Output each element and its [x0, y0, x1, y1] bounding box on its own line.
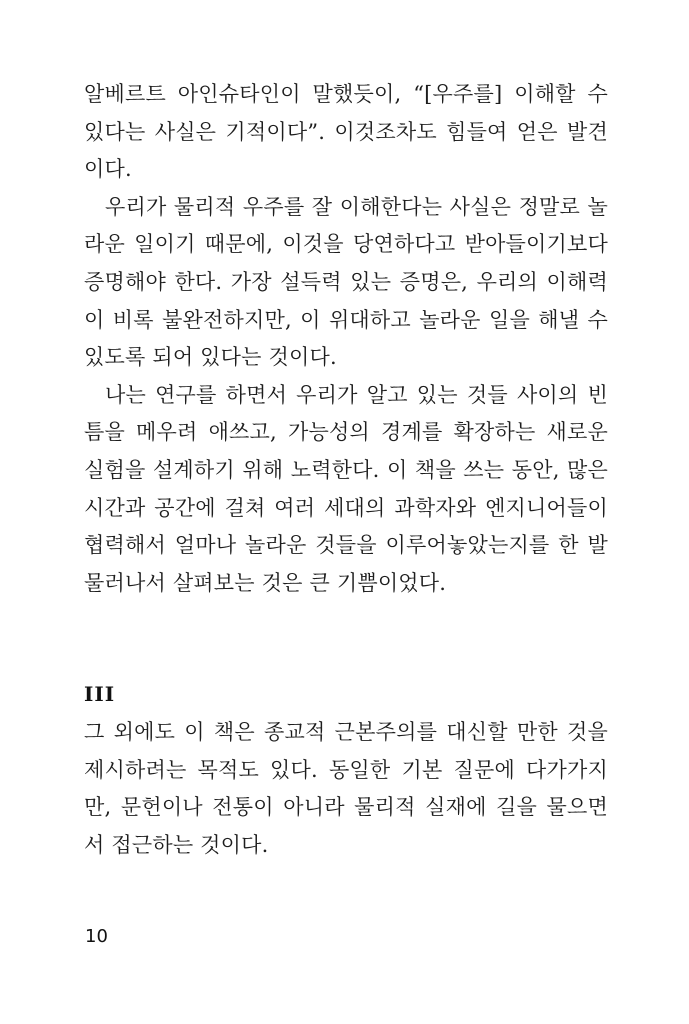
page-number: 10	[85, 926, 108, 947]
paragraph: 우리가 물리적 우주를 잘 이해한다는 사실은 정말로 놀라운 일이기 때문에, 이것을 당연하다고 받아들이기보다 증명해야 한다. 가장 설득력 있는 증명은, 우리의 이해력이 비록 불완전하지만, 이 위대하고 놀라운 일을 해낼 수 있도록 되어 있다는 것이다.	[84, 194, 608, 370]
paragraph: 알베르트 아인슈타인이 말했듯이, “[우주를] 이해할 수 있다는 사실은 기적이다”. 이것조차도 힘들여 얻은 발견이다.	[84, 82, 608, 182]
paragraph: 그 외에도 이 책은 종교적 근본주의를 대신할 만한 것을 제시하려는 목적도 있다. 동일한 기본 질문에 다가가지만, 문헌이나 전통이 아니라 물리적 실재에 길을 물으면서 접근하는 것이다.	[84, 719, 608, 857]
page-text-block	[84, 76, 608, 864]
section-heading: III	[84, 682, 116, 707]
paragraph: 나는 연구를 하면서 우리가 알고 있는 것들 사이의 빈틈을 메우려 애쓰고, 가능성의 경계를 확장하는 새로운 실험을 설계하기 위해 노력한다. 이 책을 쓰는 동안, 많은 시간과 공간에 걸쳐 여러 세대의 과학자와 엔지니어들이 협력해서 얼마나 놀라운 것들을 이루어놓았는지를 한 발 물러나서 살펴보는 것은 큰 기쁨이었다.	[84, 382, 608, 595]
